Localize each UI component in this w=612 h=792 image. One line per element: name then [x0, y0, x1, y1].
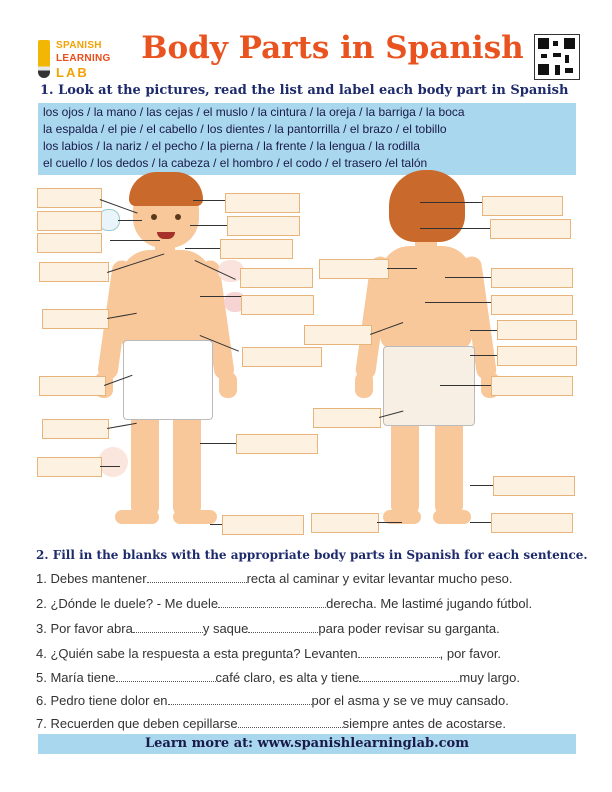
leader-line — [420, 202, 482, 203]
word-bank-line: los labios / la nariz / el pecho / la pierna / la frente / la lengua / la rodilla — [43, 139, 420, 153]
word-bank-line: la espalda / el pie / el cabello / los dientes / la pantorrilla / el brazo / el tobillo — [43, 122, 447, 136]
sentence-text: 3. Por favor abra — [36, 621, 133, 636]
label-box[interactable] — [497, 346, 577, 366]
leader-line — [193, 200, 225, 201]
sentence-text: , por favor. — [439, 646, 502, 661]
sentence-1 — [36, 570, 512, 586]
label-box[interactable] — [227, 216, 300, 236]
word-bank — [38, 103, 576, 175]
sentence-text: 5. María tiene — [36, 670, 116, 685]
sentence-2 — [36, 595, 532, 611]
label-box[interactable] — [42, 419, 109, 439]
label-box[interactable] — [482, 196, 563, 216]
leader-line — [190, 225, 227, 226]
label-box[interactable] — [37, 457, 102, 477]
logo-line2: LEARNING — [56, 53, 111, 64]
leader-line — [470, 330, 497, 331]
answer-blank[interactable] — [358, 645, 440, 658]
word-bank-line: el cuello / los dedos / la cabeza / el hombro / el codo / el trasero /el talón — [43, 156, 428, 170]
sentence-text: 7. Recuerden que deben cepillarse — [36, 716, 238, 731]
label-box[interactable] — [37, 211, 102, 231]
label-box[interactable] — [491, 513, 573, 533]
answer-blank[interactable] — [359, 669, 459, 682]
sentence-6 — [36, 692, 509, 708]
leader-line — [445, 277, 491, 278]
label-box[interactable] — [490, 219, 571, 239]
page-title: Body Parts in Spanish — [141, 30, 524, 66]
heel-zoom-icon — [98, 447, 128, 477]
answer-blank[interactable] — [218, 595, 326, 608]
leader-line — [210, 524, 222, 525]
sentence-7 — [36, 715, 506, 731]
label-box[interactable] — [242, 347, 322, 367]
label-box[interactable] — [37, 188, 102, 208]
sentence-text: café claro, es alta y tiene — [215, 670, 360, 685]
leader-line — [420, 228, 490, 229]
leader-line — [470, 485, 493, 486]
label-box[interactable] — [240, 268, 313, 288]
label-box[interactable] — [225, 193, 300, 213]
sentence-text: por el asma y se ve muy cansado. — [311, 693, 509, 708]
word-bank-line: los ojos / la mano / las cejas / el muslo / la cintura / la oreja / la barriga / la boca — [43, 105, 465, 119]
section2-instruction: 2. Fill in the blanks with the appropriate body parts in Spanish for each sentence. — [36, 548, 588, 562]
label-box[interactable] — [222, 515, 304, 535]
section1-instruction: 1. Look at the pictures, read the list and label each body part in Spanish — [40, 83, 569, 98]
label-box[interactable] — [241, 295, 314, 315]
qr-code-icon[interactable] — [534, 34, 580, 80]
site-logo — [38, 36, 130, 82]
label-box[interactable] — [497, 320, 577, 340]
leader-line — [470, 355, 497, 356]
sentence-text: derecha. Me lastimé jugando fútbol. — [326, 596, 533, 611]
leader-line — [440, 385, 491, 386]
sentence-4 — [36, 645, 501, 661]
sentence-3 — [36, 620, 500, 636]
logo-line3: LAB — [56, 65, 89, 80]
sentence-text: 4. ¿Quién sabe la respuesta a esta pregunta? Levanten — [36, 646, 358, 661]
leader-line — [118, 220, 142, 221]
answer-blank[interactable] — [133, 620, 203, 633]
label-box[interactable] — [37, 233, 102, 253]
leader-line — [185, 248, 220, 249]
label-box[interactable] — [39, 376, 106, 396]
label-box[interactable] — [491, 295, 573, 315]
label-box[interactable] — [313, 408, 381, 428]
leader-line — [100, 466, 120, 467]
leader-line — [200, 296, 241, 297]
label-box[interactable] — [319, 259, 389, 279]
sentence-text: 1. Debes mantener — [36, 571, 147, 586]
label-box[interactable] — [220, 239, 293, 259]
sentence-5 — [36, 669, 520, 685]
leader-line — [200, 443, 236, 444]
pencil-icon — [38, 40, 50, 78]
label-box[interactable] — [491, 268, 573, 288]
answer-blank[interactable] — [248, 620, 318, 633]
sentence-text: siempre antes de acostarse. — [342, 716, 506, 731]
sentence-text: 6. Pedro tiene dolor en — [36, 693, 168, 708]
footer-website-link[interactable]: Learn more at: www.spanishlearninglab.com — [38, 734, 576, 754]
label-box[interactable] — [42, 309, 109, 329]
leader-line — [470, 522, 491, 523]
label-box[interactable] — [304, 325, 372, 345]
leader-line — [387, 268, 417, 269]
leader-line — [110, 240, 160, 241]
answer-blank[interactable] — [116, 669, 216, 682]
answer-blank[interactable] — [147, 570, 247, 583]
sentence-text: muy largo. — [459, 670, 521, 685]
sentence-text: y saque — [202, 621, 249, 636]
answer-blank[interactable] — [168, 692, 312, 705]
label-box[interactable] — [236, 434, 318, 454]
sentence-text: para poder revisar su garganta. — [318, 621, 500, 636]
answer-blank[interactable] — [238, 715, 343, 728]
leader-line — [425, 302, 491, 303]
label-box[interactable] — [39, 262, 109, 282]
label-box[interactable] — [491, 376, 573, 396]
leader-line — [377, 522, 402, 523]
sentence-text: recta al caminar y evitar levantar mucho peso. — [246, 571, 513, 586]
label-box[interactable] — [311, 513, 379, 533]
sentence-text: 2. ¿Dónde le duele? - Me duele — [36, 596, 219, 611]
logo-line1: SPANISH — [56, 40, 102, 51]
label-box[interactable] — [493, 476, 575, 496]
